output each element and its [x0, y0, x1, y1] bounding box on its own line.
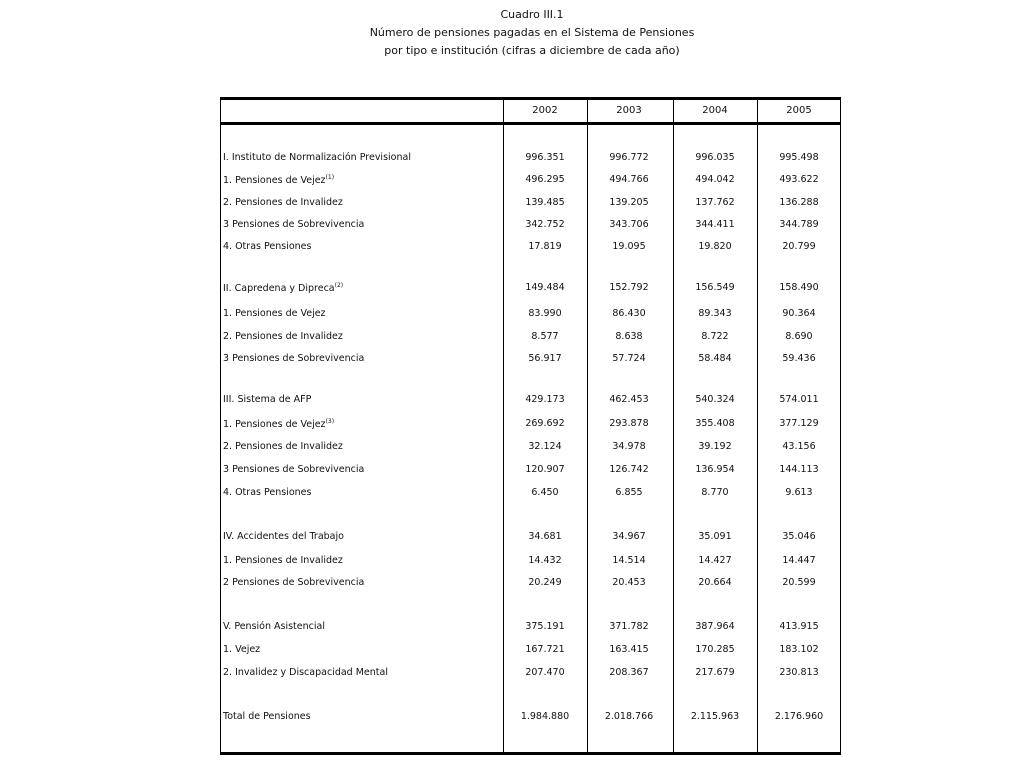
table-cell: 90.364	[782, 308, 816, 319]
table-cell: 39.192	[698, 441, 732, 452]
table-cell: 377.129	[779, 418, 819, 429]
table-row	[221, 711, 840, 727]
table-cell: 996.772	[609, 152, 649, 163]
table-row	[221, 241, 840, 257]
table-cell: 494.766	[609, 174, 649, 185]
table-cell: 149.484	[525, 282, 565, 293]
table-cell: 183.102	[779, 644, 819, 655]
table-cell: 19.820	[698, 241, 732, 252]
table-cell: 20.249	[528, 577, 562, 588]
table-cell: 126.742	[609, 464, 649, 475]
table-cell: 293.878	[609, 418, 649, 429]
row-label: III. Sistema de AFP	[223, 394, 312, 405]
table-cell: 83.990	[528, 308, 562, 319]
table-cell: 34.681	[528, 531, 562, 542]
table-cell: 208.367	[609, 667, 649, 678]
row-label: 4. Otras Pensiones	[223, 241, 312, 252]
table-cell: 8.638	[615, 331, 643, 342]
table-row	[221, 555, 840, 571]
table-row	[221, 621, 840, 637]
table-cell: 14.447	[782, 555, 816, 566]
row-label: 3 Pensiones de Sobrevivencia	[223, 464, 365, 475]
table-row	[221, 394, 840, 410]
table-cell: 152.792	[609, 282, 649, 293]
table-cell: 167.721	[525, 644, 565, 655]
table-cell: 494.042	[695, 174, 735, 185]
column-header: 2002	[532, 105, 558, 116]
table-number: Cuadro III.1	[500, 8, 564, 21]
table-cell: 156.549	[695, 282, 735, 293]
table-cell: 20.664	[698, 577, 732, 588]
table-cell: 8.577	[531, 331, 559, 342]
pensions-table	[220, 97, 841, 755]
table-cell: 136.288	[779, 197, 819, 208]
table-row	[221, 418, 840, 434]
row-label: 4. Otras Pensiones	[223, 487, 312, 498]
table-cell: 14.427	[698, 555, 732, 566]
table-cell: 120.907	[525, 464, 565, 475]
row-label: 1. Pensiones de Vejez	[223, 308, 326, 319]
table-cell: 43.156	[782, 441, 816, 452]
table-cell: 413.915	[779, 621, 819, 632]
table-cell: 6.855	[615, 487, 643, 498]
header-rule	[221, 122, 840, 125]
table-cell: 8.722	[701, 331, 729, 342]
table-cell: 56.917	[528, 353, 562, 364]
table-cell: 230.813	[779, 667, 819, 678]
table-cell: 8.770	[701, 487, 729, 498]
table-cell: 19.095	[612, 241, 646, 252]
table-cell: 57.724	[612, 353, 646, 364]
table-row	[221, 282, 840, 298]
table-cell: 540.324	[695, 394, 735, 405]
table-cell: 496.295	[525, 174, 565, 185]
table-cell: 375.191	[525, 621, 565, 632]
table-row	[221, 174, 840, 190]
table-cell: 342.752	[525, 219, 565, 230]
row-label: II. Capredena y Dipreca$^{(2)}$	[223, 282, 344, 294]
table-cell: 170.285	[695, 644, 735, 655]
table-cell: 20.799	[782, 241, 816, 252]
table-cell: 137.762	[695, 197, 735, 208]
title-block	[0, 6, 1024, 60]
table-cell: 20.599	[782, 577, 816, 588]
table-cell: 996.035	[695, 152, 735, 163]
row-label: Total de Pensiones	[223, 711, 311, 722]
column-header: 2005	[786, 105, 812, 116]
footnote-marker: (3)	[325, 418, 335, 425]
column-header: 2004	[702, 105, 728, 116]
table-cell: 387.964	[695, 621, 735, 632]
row-label: 1. Pensiones de Vejez$^{(1)}$	[223, 174, 335, 186]
table-cell: 35.091	[698, 531, 732, 542]
table-cell: 136.954	[695, 464, 735, 475]
table-cell: 9.613	[785, 487, 813, 498]
table-row	[221, 577, 840, 593]
table-row	[221, 667, 840, 683]
table-cell: 17.819	[528, 241, 562, 252]
table-cell: 995.498	[779, 152, 819, 163]
row-label: 1. Vejez	[223, 644, 261, 655]
row-label: V. Pensión Asistencial	[223, 621, 325, 632]
table-cell: 158.490	[779, 282, 819, 293]
table-cell: 207.470	[525, 667, 565, 678]
table-cell: 1.984.880	[520, 711, 570, 722]
table-cell: 139.485	[525, 197, 565, 208]
table-cell: 462.453	[609, 394, 649, 405]
table-cell: 493.622	[779, 174, 819, 185]
table-cell: 8.690	[785, 331, 813, 342]
table-cell: 35.046	[782, 531, 816, 542]
table-row	[221, 353, 840, 369]
table-cell: 14.514	[612, 555, 646, 566]
table-cell: 58.484	[698, 353, 732, 364]
footnote-marker: (2)	[334, 282, 344, 289]
table-cell: 355.408	[695, 418, 735, 429]
table-cell: 996.351	[525, 152, 565, 163]
row-label: 3 Pensiones de Sobrevivencia	[223, 353, 365, 364]
table-row	[221, 487, 840, 503]
table-row	[221, 152, 840, 168]
table-row	[221, 464, 840, 480]
table-cell: 34.967	[612, 531, 646, 542]
table-cell: 2.115.963	[690, 711, 740, 722]
table-cell: 344.411	[695, 219, 735, 230]
row-label: 2. Invalidez y Discapacidad Mental	[223, 667, 388, 678]
row-label: 2 Pensiones de Sobrevivencia	[223, 577, 365, 588]
table-row	[221, 197, 840, 213]
table-subtitle: por tipo e institución (cifras a diciembre de cada año)	[384, 44, 680, 57]
table-cell: 343.706	[609, 219, 649, 230]
row-label: 1. Pensiones de Vejez$^{(3)}$	[223, 418, 335, 430]
table-row	[221, 219, 840, 235]
table-cell: 371.782	[609, 621, 649, 632]
table-cell: 163.415	[609, 644, 649, 655]
table-cell: 217.679	[695, 667, 735, 678]
table-cell: 144.113	[779, 464, 819, 475]
table-row	[221, 644, 840, 660]
table-cell: 32.124	[528, 441, 562, 452]
table-cell: 429.173	[525, 394, 565, 405]
table-cell: 344.789	[779, 219, 819, 230]
row-label: 1. Pensiones de Invalidez	[223, 555, 343, 566]
table-cell: 2.018.766	[604, 711, 654, 722]
footnote-marker: (1)	[325, 174, 335, 181]
table-cell: 139.205	[609, 197, 649, 208]
table-row	[221, 531, 840, 547]
table-cell: 6.450	[531, 487, 559, 498]
table-cell: 574.011	[779, 394, 819, 405]
table-cell: 2.176.960	[774, 711, 824, 722]
table-row	[221, 441, 840, 457]
row-label: 2. Pensiones de Invalidez	[223, 197, 343, 208]
table-row	[221, 331, 840, 347]
table-cell: 59.436	[782, 353, 816, 364]
row-label: I. Instituto de Normalización Previsional	[223, 152, 411, 163]
row-label: IV. Accidentes del Trabajo	[223, 531, 344, 542]
table-cell: 20.453	[612, 577, 646, 588]
table-title: Número de pensiones pagadas en el Sistema de Pensiones	[369, 26, 695, 39]
row-label: 2. Pensiones de Invalidez	[223, 331, 343, 342]
table-cell: 89.343	[698, 308, 732, 319]
column-header: 2003	[616, 105, 642, 116]
row-label: 3 Pensiones de Sobrevivencia	[223, 219, 365, 230]
table-cell: 86.430	[612, 308, 646, 319]
table-cell: 34.978	[612, 441, 646, 452]
table-cell: 269.692	[525, 418, 565, 429]
table-row	[221, 308, 840, 324]
table-cell: 14.432	[528, 555, 562, 566]
row-label: 2. Pensiones de Invalidez	[223, 441, 343, 452]
